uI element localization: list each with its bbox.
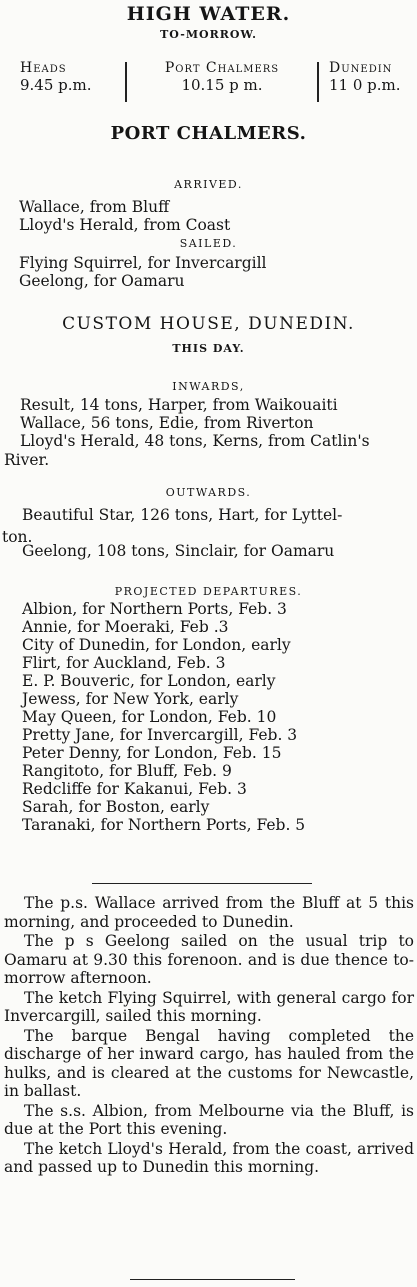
list-item: Geelong, 108 tons, Sinclair, for Oamaru	[22, 542, 335, 560]
section-divider	[92, 883, 312, 884]
divider	[317, 62, 319, 102]
port-chalmers-title: PORT CHALMERS.	[110, 123, 307, 144]
news-paragraph: The ketch Flying Squirrel, with general cargo for Invercargill, sailed this morning.	[4, 988, 414, 1025]
inwards-list	[20, 396, 370, 450]
arrived-list	[19, 198, 230, 234]
list-item: May Queen, for London, Feb. 10	[22, 708, 277, 726]
inwards-heading: INWARDS,	[172, 380, 245, 393]
list-item: Flirt, for Auckland, Feb. 3	[22, 654, 226, 672]
high-water-subtitle: TO-MORROW.	[160, 28, 257, 41]
heads-label: Heads	[20, 60, 67, 76]
news-paragraph: The p.s. Wallace arrived from the Bluff at 5 this morning, and proceeded to Dunedin.	[4, 894, 414, 931]
custom-house-title: CUSTOM HOUSE, DUNEDIN.	[62, 314, 355, 334]
arrived-heading: ARRIVED.	[174, 178, 243, 191]
list-item-continuation: ton.	[2, 528, 33, 546]
list-item: Result, 14 tons, Harper, from Waikouaiti	[20, 396, 338, 414]
list-item: E. P. Bouveric, for London, early	[22, 672, 276, 690]
list-item: Annie, for Moeraki, Feb .3	[22, 618, 229, 636]
tide-port	[137, 60, 307, 94]
tide-table	[0, 60, 417, 102]
list-item: Beautiful Star, 126 tons, Hart, for Lyttel-	[22, 506, 343, 524]
list-item: Rangitoto, for Bluff, Feb. 9	[22, 762, 232, 780]
list-item: Flying Squirrel, for Invercargill	[19, 254, 267, 272]
list-item: Lloyd's Herald, 48 tons, Kerns, from Catlin's	[20, 432, 370, 450]
list-item: Sarah, for Boston, early	[22, 798, 210, 816]
list-item: Lloyd's Herald, from Coast	[19, 216, 231, 234]
list-item: Wallace, from Bluff	[19, 198, 170, 216]
port-label: Port Chalmers	[164, 60, 280, 76]
section-divider	[130, 1279, 295, 1280]
list-item: Peter Denny, for London, Feb. 15	[22, 744, 282, 762]
heads-time: 9.45 p.m.	[20, 76, 92, 94]
list-item: City of Dunedin, for London, early	[22, 636, 291, 654]
sailed-list	[19, 254, 267, 290]
high-water-title: HIGH WATER.	[126, 3, 291, 25]
list-item: Wallace, 56 tons, Edie, from Riverton	[20, 414, 314, 432]
list-item: Albion, for Northern Ports, Feb. 3	[22, 600, 287, 618]
list-item: Taranaki, for Northern Ports, Feb. 5	[22, 816, 306, 834]
news-paragraph: The ketch Lloyd's Herald, from the coast, arrived and passed up to Dunedin this morning.	[4, 1139, 414, 1176]
news-paragraphs	[4, 894, 414, 1178]
dunedin-time: 11 0 p.m.	[329, 76, 401, 94]
departures-heading: PROJECTED DEPARTURES.	[114, 585, 303, 598]
divider	[125, 62, 127, 102]
departures-list	[22, 600, 305, 834]
outwards-heading: OUTWARDS.	[165, 486, 252, 499]
news-paragraph: The barque Bengal having completed the discharge of her inward cargo, has hauled from the hulks, and is cleared at the customs for Newcastle, in ballast.	[4, 1026, 414, 1100]
sailed-heading: SAILED.	[179, 237, 238, 250]
tide-dunedin	[329, 60, 409, 94]
port-time: 10.15 p m.	[181, 76, 263, 94]
news-paragraph: The p s Geelong sailed on the usual trip to Oamaru at 9.30 this forenoon. and is due thence to-morrow afternoon.	[4, 932, 414, 987]
news-paragraph: The s.s. Albion, from Melbourne via the Bluff, is due at the Port this evening.	[4, 1101, 414, 1138]
list-item: Geelong, for Oamaru	[19, 272, 185, 290]
list-item: Pretty Jane, for Invercargill, Feb. 3	[22, 726, 298, 744]
dunedin-label: Dunedin	[329, 60, 393, 76]
list-item: Redcliffe for Kakanui, Feb. 3	[22, 780, 247, 798]
list-item: Jewess, for New York, early	[22, 690, 239, 708]
tide-heads	[20, 60, 115, 94]
list-item-continuation: River.	[4, 451, 50, 469]
this-day-subtitle: THIS DAY.	[172, 342, 245, 355]
